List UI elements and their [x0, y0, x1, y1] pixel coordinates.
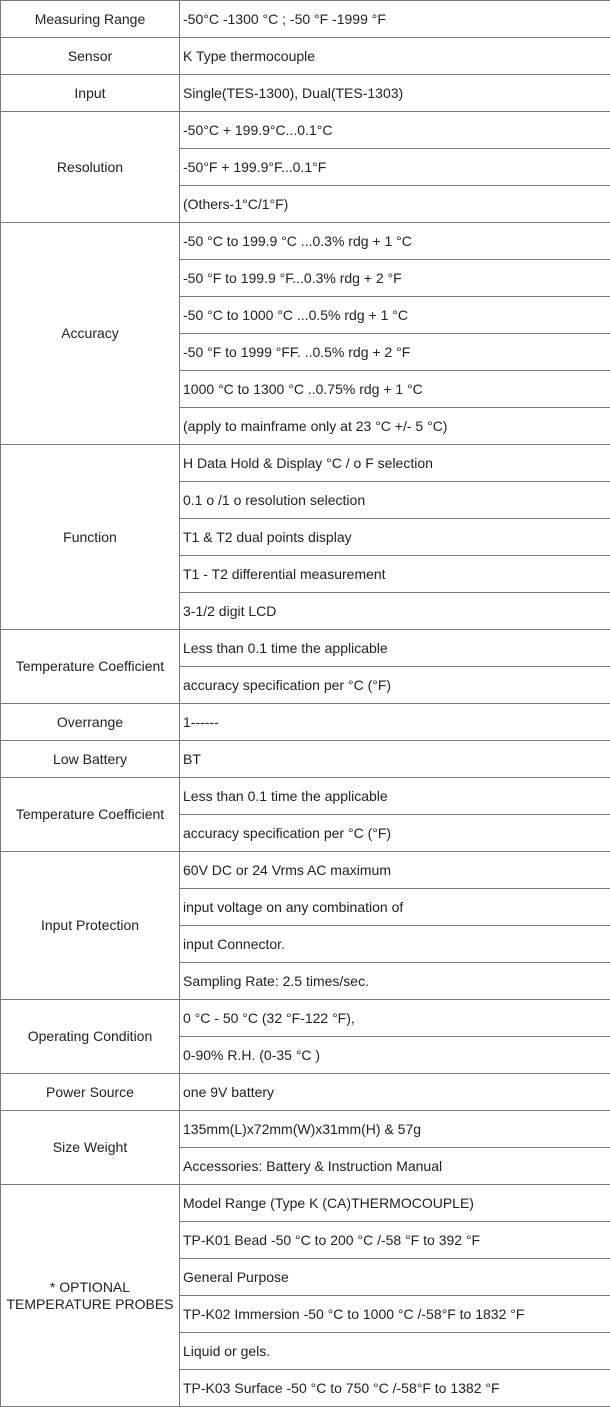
spec-label: Sensor — [1, 38, 180, 75]
spec-table-body — [1, 1, 610, 1407]
spec-label: Function — [1, 445, 180, 630]
spec-value: Accessories: Battery & Instruction Manual — [180, 1148, 610, 1185]
spec-value: TP-K02 Immersion -50 °C to 1000 °C /-58°F to 1832 °F — [180, 1296, 610, 1333]
table-row — [1, 1185, 610, 1222]
spec-value: Sampling Rate: 2.5 times/sec. — [180, 963, 610, 1000]
spec-value: input voltage on any combination of — [180, 889, 610, 926]
spec-value: 0.1 o /1 o resolution selection — [180, 482, 610, 519]
spec-value: 0 °C - 50 °C (32 °F-122 °F), — [180, 1000, 610, 1037]
spec-value: Model Range (Type K (CA)THERMOCOUPLE) — [180, 1185, 610, 1222]
spec-value: 60V DC or 24 Vrms AC maximum — [180, 852, 610, 889]
spec-value: Single(TES-1300), Dual(TES-1303) — [180, 75, 610, 112]
spec-label: * OPTIONAL TEMPERATURE PROBES — [1, 1185, 180, 1407]
spec-value: 1000 °C to 1300 °C ..0.75% rdg + 1 °C — [180, 371, 610, 408]
table-row — [1, 1, 610, 38]
spec-label: Operating Condition — [1, 1000, 180, 1074]
table-row — [1, 75, 610, 112]
spec-value: -50 °F to 199.9 °F...0.3% rdg + 2 °F — [180, 260, 610, 297]
table-row — [1, 445, 610, 482]
spec-value: Less than 0.1 time the applicable — [180, 630, 610, 667]
spec-value: 3-1/2 digit LCD — [180, 593, 610, 630]
table-row — [1, 704, 610, 741]
spec-value: -50°F + 199.9°F...0.1°F — [180, 149, 610, 186]
spec-value: General Purpose — [180, 1259, 610, 1296]
table-row — [1, 1074, 610, 1111]
spec-value: K Type thermocouple — [180, 38, 610, 75]
spec-value: -50°C -1300 °C ; -50 °F -1999 °F — [180, 1, 610, 38]
table-row — [1, 1000, 610, 1037]
spec-value: one 9V battery — [180, 1074, 610, 1111]
table-row — [1, 630, 610, 667]
spec-label: Temperature Coefficient — [1, 778, 180, 852]
table-row — [1, 223, 610, 260]
spec-value: H Data Hold & Display °C / o F selection — [180, 445, 610, 482]
table-row — [1, 741, 610, 778]
table-row — [1, 852, 610, 889]
spec-value: (apply to mainframe only at 23 °C +/- 5 °C) — [180, 408, 610, 445]
spec-label: Overrange — [1, 704, 180, 741]
table-row — [1, 112, 610, 149]
spec-value: TP-K01 Bead -50 °C to 200 °C /-58 °F to 392 °F — [180, 1222, 610, 1259]
spec-label: Measuring Range — [1, 1, 180, 38]
spec-value: (Others-1°C/1°F) — [180, 186, 610, 223]
spec-value: Liquid or gels. — [180, 1333, 610, 1370]
spec-value: -50°C + 199.9°C...0.1°C — [180, 112, 610, 149]
table-row — [1, 1111, 610, 1148]
spec-label: Accuracy — [1, 223, 180, 445]
spec-value: TP-K03 Surface -50 °C to 750 °C /-58°F to 1382 °F — [180, 1370, 610, 1407]
spec-value: -50 °C to 1000 °C ...0.5% rdg + 1 °C — [180, 297, 610, 334]
spec-value: BT — [180, 741, 610, 778]
table-row — [1, 778, 610, 815]
spec-label: Low Battery — [1, 741, 180, 778]
spec-label: Temperature Coefficient — [1, 630, 180, 704]
spec-label: Size Weight — [1, 1111, 180, 1185]
spec-value: T1 - T2 differential measurement — [180, 556, 610, 593]
spec-value: accuracy specification per °C (°F) — [180, 667, 610, 704]
spec-value: Less than 0.1 time the applicable — [180, 778, 610, 815]
spec-value: accuracy specification per °C (°F) — [180, 815, 610, 852]
spec-label: Input Protection — [1, 852, 180, 1000]
table-row — [1, 38, 610, 75]
spec-label: Resolution — [1, 112, 180, 223]
spec-value: input Connector. — [180, 926, 610, 963]
spec-value: -50 °F to 1999 °FF. ..0.5% rdg + 2 °F — [180, 334, 610, 371]
spec-value: T1 & T2 dual points display — [180, 519, 610, 556]
spec-label: Input — [1, 75, 180, 112]
spec-value: -50 °C to 199.9 °C ...0.3% rdg + 1 °C — [180, 223, 610, 260]
spec-label: Power Source — [1, 1074, 180, 1111]
spec-value: 135mm(L)x72mm(W)x31mm(H) & 57g — [180, 1111, 610, 1148]
spec-value: 0-90% R.H. (0-35 °C ) — [180, 1037, 610, 1074]
spec-value: 1------ — [180, 704, 610, 741]
